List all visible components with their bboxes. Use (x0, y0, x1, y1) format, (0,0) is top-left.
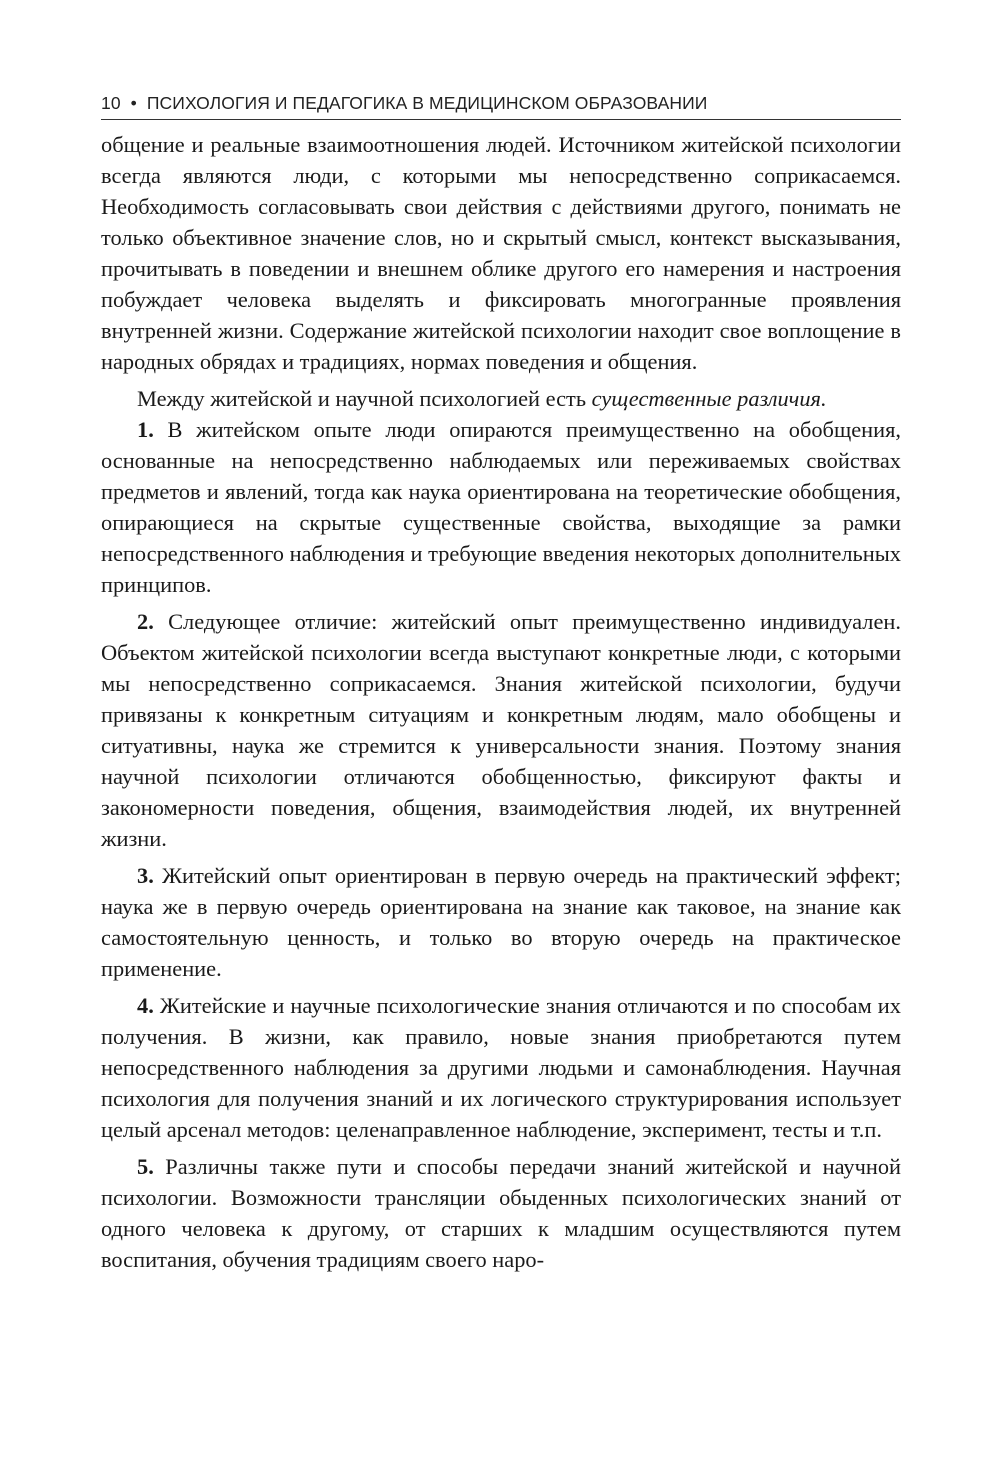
item-text: Следующее отличие: житейский опыт преимущественно индивидуален. Объектом житейской психологии всегда выступают конкретные люди, с которыми мы непосредственно соприкасаемся. Знания житейской психологии, будучи привязаны к конкретным ситуациям и конкретным людям, мало обобщены и ситуативны, наука же стремится к универсальности знания. Поэтому знания научной психологии отличаются обобщенностью, фиксируют факты и закономерности поведения, общения, взаимодействия людей, их внутренней жизни. (101, 609, 901, 851)
paragraph-intro (101, 383, 901, 414)
list-item-2 (101, 606, 901, 854)
item-text: Житейский опыт ориентирован в первую очередь на практический эффект; наука же в первую очередь ориентирована на знание как таковое, на знание как самостоятельную ценность, и только во вторую очередь на практическое применение. (101, 863, 901, 981)
page-number: 10 (101, 93, 121, 113)
running-title: ПСИХОЛОГИЯ И ПЕДАГОГИКА В МЕДИЦИНСКОМ ОБРАЗОВАНИИ (146, 93, 708, 113)
paragraph-text: общение и реальные взаимоотношения людей. Источником житейской психологии всегда являются люди, с которыми мы непосредственно соприкасаемся. Необходимость согласовывать свои действия с действиями другого, понимать не только объективное значение слов, но и скрытый смысл, контекст высказывания, прочитывать в поведении и внешнем облике другого его намерения и настроения побуждает человека выделять и фиксировать многогранные проявления внутренней жизни. Содержание житейской психологии находит свое воплощение в народных обрядах и традициях, нормах поведения и общения. (101, 132, 901, 374)
item-text: Различны также пути и способы передачи знаний житейской и научной психологии. Возможности трансляции обыденных психологических знаний от одного человека к другому, от старших к младшим осуществляются путем воспитания, обучения традициям своего наро- (101, 1154, 901, 1272)
bullet-separator: • (130, 93, 137, 113)
running-header (101, 92, 901, 120)
paragraph-text: Между житейской и научной психологией есть (137, 386, 592, 411)
item-text: Житейские и научные психологические знания отличаются и по способам их получения. В жизни, как правило, новые знания приобретаются путем непосредственного наблюдения за другими людьми и самонаблюдения. Научная психология для получения знаний и их логического структурирования использует целый арсенал методов: целенаправленное наблюдение, эксперимент, тесты и т.п. (101, 993, 901, 1142)
book-page (101, 92, 901, 1281)
item-text: В житейском опыте люди опираются преимущественно на обобщения, основанные на непосредственно наблюдаемых или переживаемых свойствах предметов и явлений, тогда как наука ориентирована на теоретические обобщения, опирающиеся на скрытые существенные свойства, выходящие за рамки непосредственного наблюдения и требующие введения некоторых дополнительных принципов. (101, 417, 901, 597)
list-item-5 (101, 1151, 901, 1275)
item-number: 5. (137, 1154, 154, 1179)
list-item-3 (101, 860, 901, 984)
item-number: 4. (137, 993, 154, 1018)
list-item-4 (101, 990, 901, 1145)
emphasis-text: существенные различия. (591, 386, 827, 411)
list-item-1 (101, 414, 901, 600)
item-number: 1. (137, 417, 154, 442)
body-text (101, 129, 901, 1275)
item-number: 2. (137, 609, 154, 634)
paragraph-continuation (101, 129, 901, 377)
item-number: 3. (137, 863, 154, 888)
